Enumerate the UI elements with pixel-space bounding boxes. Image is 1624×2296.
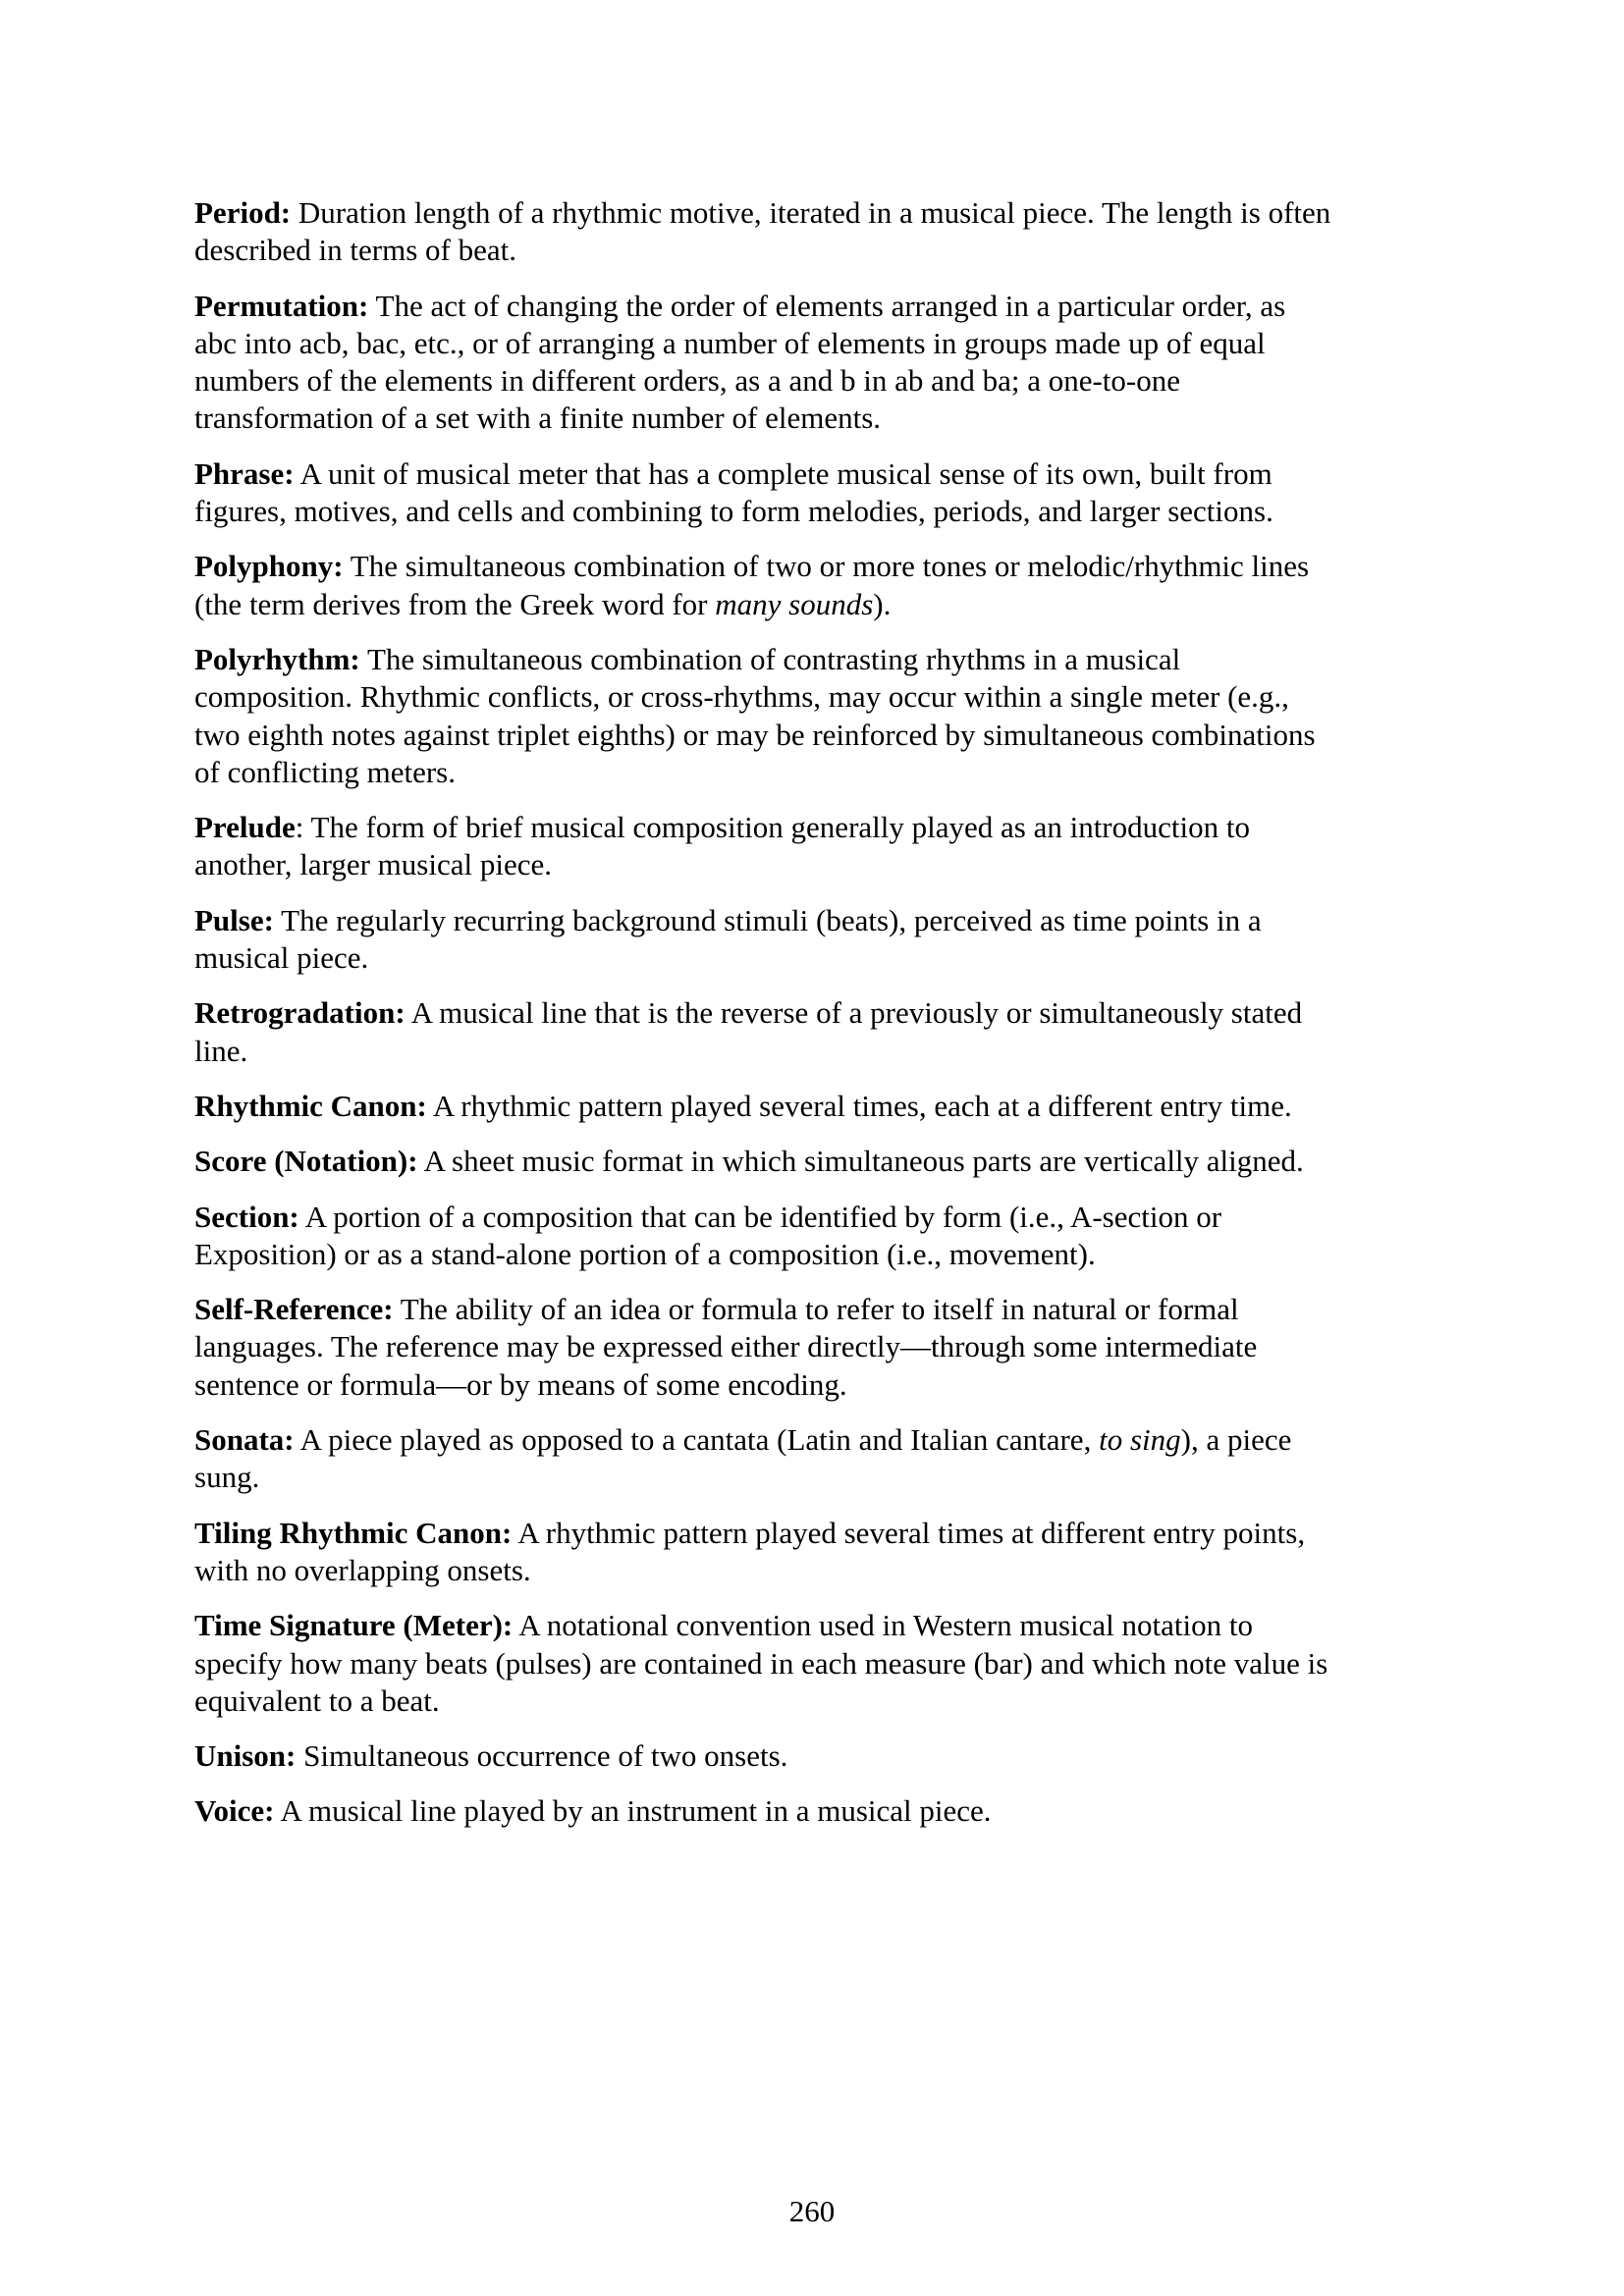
glossary-entry-self-reference: [194, 1291, 1333, 1404]
glossary-definition: The ability of an idea or formula to refer to itself in natural or formal languages. The reference may be expressed either directly—through some intermediate sentence or formula—or by means of some encoding.: [194, 1292, 1258, 1402]
glossary-term: Prelude: [194, 810, 296, 845]
glossary-term: Phrase:: [194, 455, 295, 491]
glossary-definition: Simultaneous occurrence of two onsets.: [296, 1738, 788, 1774]
glossary-definition: [194, 1422, 1291, 1494]
glossary-definition: A musical line that is the reverse of a previously or simultaneously stated line.: [194, 995, 1303, 1068]
glossary-term: Polyphony:: [194, 549, 344, 584]
glossary-entry-pulse: [194, 902, 1333, 978]
glossary-term: Retrogradation:: [194, 995, 406, 1031]
glossary-term: Period:: [194, 195, 292, 230]
glossary-definition: A rhythmic pattern played several times, each at a different entry time.: [426, 1088, 1292, 1123]
glossary-term: Time Signature (Meter):: [194, 1608, 514, 1643]
glossary-entry-permutation: [194, 288, 1333, 438]
page-number: 260: [788, 2194, 836, 2228]
glossary-term: Polyrhythm:: [194, 641, 360, 676]
emphasis-text: to sing: [1099, 1422, 1181, 1458]
glossary-term: Permutation:: [194, 288, 369, 323]
glossary-term: Sonata:: [194, 1422, 295, 1458]
glossary-definition: A unit of musical meter that has a complete musical sense of its own, built from figures, motives, and cells and combining to form melodies, periods, and larger sections.: [194, 455, 1273, 529]
glossary-entry-tiling-rhythmic-canon: [194, 1515, 1333, 1590]
glossary-definition: A notational convention used in Western musical notation to specify how many beats (pulses) are contained in each measure (bar) and which note value is equivalent to a beat.: [194, 1608, 1328, 1718]
glossary-definition: The regularly recurring background stimuli (beats), perceived as time points in a musical piece.: [194, 902, 1262, 976]
definition-text: The simultaneous combination of two or more tones or melodic/rhythmic lines (the term derives from the Greek word for: [194, 549, 1310, 621]
glossary-term: Self-Reference:: [194, 1292, 394, 1327]
definition-text: ).: [873, 586, 892, 621]
glossary-term: Tiling Rhythmic Canon:: [194, 1515, 513, 1550]
glossary-entry-phrase: [194, 455, 1333, 531]
glossary-entry-prelude: [194, 809, 1333, 884]
definition-text: ), a piece sung.: [194, 1422, 1292, 1495]
glossary-entry-polyrhythm: [194, 641, 1333, 791]
glossary-entry-period: [194, 194, 1333, 270]
glossary-entry-unison: [194, 1737, 1333, 1775]
glossary-definition: A rhythmic pattern played several times at different entry points, with no overlapping onsets.: [194, 1515, 1306, 1587]
glossary-entry-retrogradation: [194, 994, 1333, 1070]
glossary-entry-rhythmic-canon: [194, 1088, 1333, 1125]
definition-text: A piece played as opposed to a cantata (Latin and Italian cantare,: [294, 1422, 1100, 1458]
glossary-term: Voice:: [194, 1793, 275, 1829]
glossary-entry-voice: [194, 1792, 1333, 1830]
emphasis-text: many sounds: [715, 586, 874, 621]
glossary-definition: The act of changing the order of elements arranged in a particular order, as abc into acb, bac, etc., or of arranging a number of elements in groups made up of equal numbers of the elements in different orders, as a and b in ab and ba; a one-to-one transformation of a set with a finite number of elements.: [194, 288, 1286, 436]
glossary-term: Unison:: [194, 1738, 297, 1774]
glossary-definition: A musical line played by an instrument in a musical piece.: [274, 1793, 992, 1829]
glossary-entry-section: [194, 1199, 1333, 1274]
glossary-definition: Duration length of a rhythmic motive, iterated in a musical piece. The length is often described in terms of beat.: [194, 195, 1331, 268]
glossary-term: Rhythmic Canon:: [194, 1088, 427, 1123]
glossary-definition: A portion of a composition that can be identified by form (i.e., A-section or Exposition) or as a stand-alone portion of a composition (i.e., movement).: [194, 1199, 1222, 1271]
glossary-term: Score (Notation):: [194, 1144, 418, 1179]
glossary-entry-polyphony: [194, 548, 1333, 623]
glossary-definition: A sheet music format in which simultaneous parts are vertically aligned.: [417, 1144, 1304, 1179]
glossary-list: [194, 194, 1333, 1848]
glossary-definition: The simultaneous combination of contrasting rhythms in a musical composition. Rhythmic conflicts, or cross-rhythms, may occur within a single meter (e.g., two eighth notes against triplet eighths) or may be reinforced by simultaneous combinations of conflicting meters.: [194, 641, 1316, 789]
glossary-term: Section:: [194, 1199, 299, 1234]
glossary-entry-score-notation: [194, 1143, 1333, 1180]
glossary-entry-sonata: [194, 1421, 1333, 1497]
glossary-definition: : The form of brief musical composition generally played as an introduction to another, larger musical piece.: [194, 810, 1250, 882]
glossary-term: Pulse:: [194, 902, 274, 937]
glossary-entry-time-signature: [194, 1607, 1333, 1720]
glossary-definition: [194, 549, 1309, 620]
